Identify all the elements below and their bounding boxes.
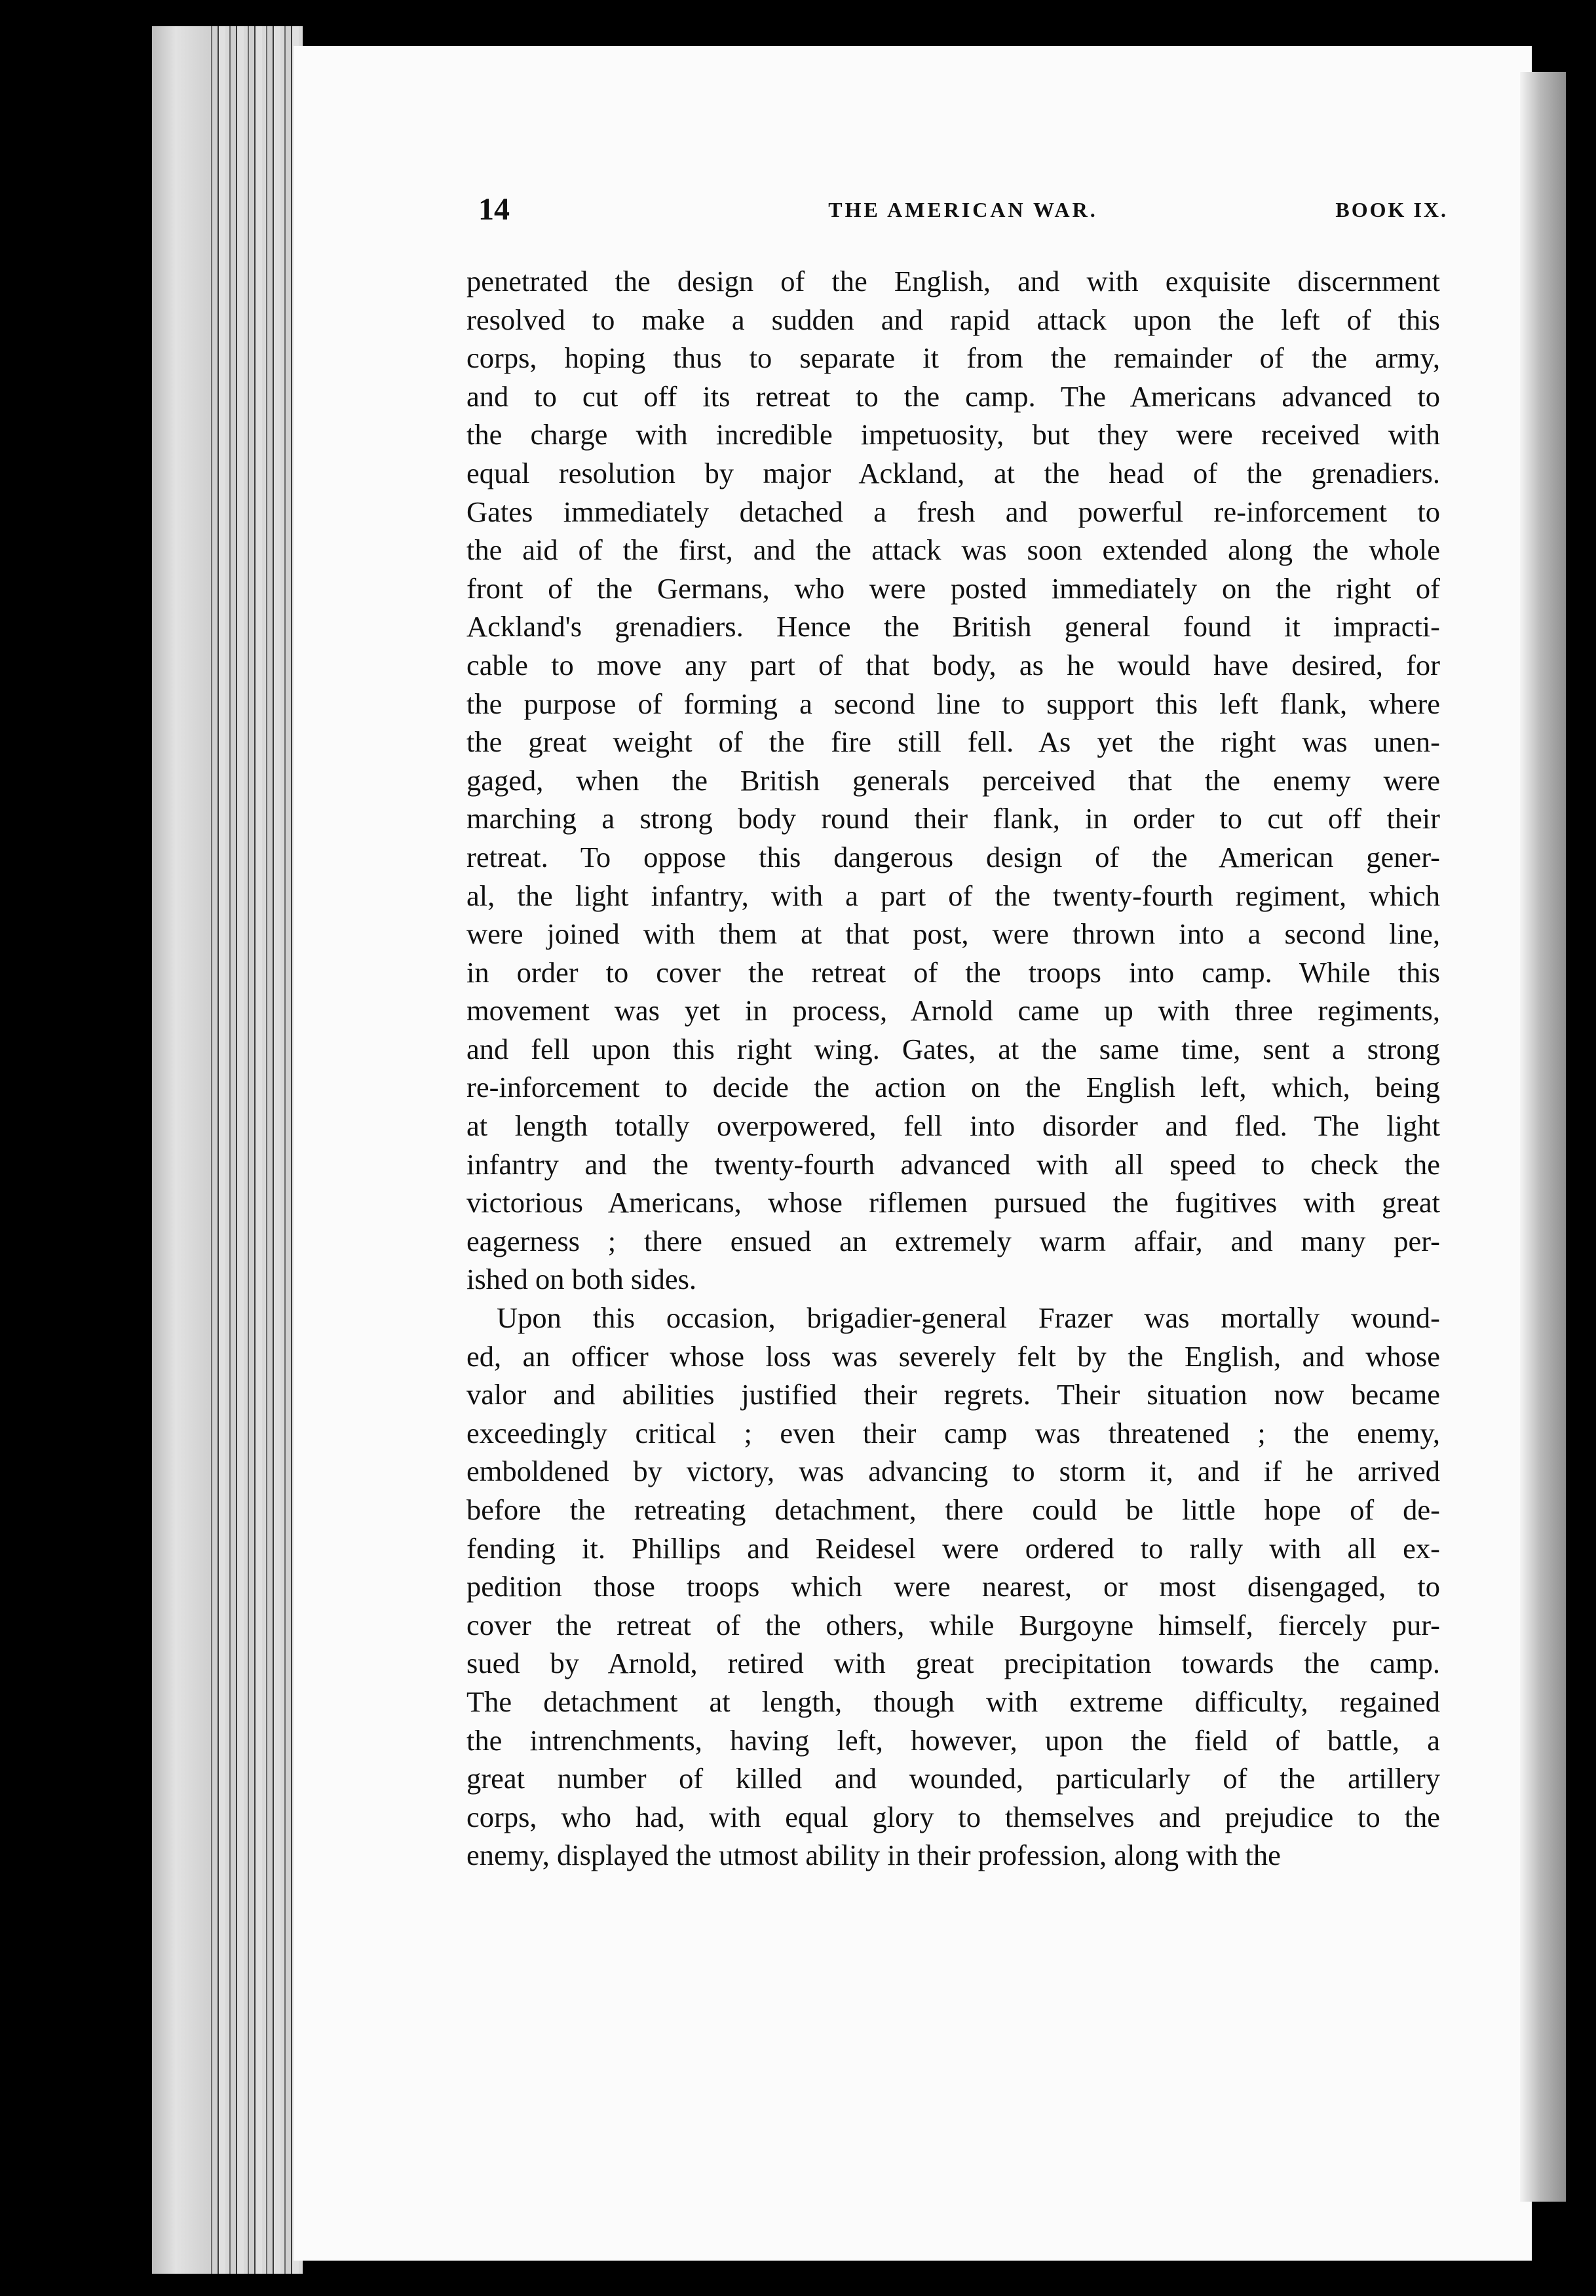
text-line: marching a strong body round their flank, in order to cut off their bbox=[466, 802, 1440, 835]
text-line: front of the Germans, who were posted immediately on the right of bbox=[466, 571, 1440, 605]
text-line: and fell upon this right wing. Gates, at the same time, sent a strong bbox=[466, 1032, 1440, 1065]
paragraph bbox=[466, 262, 1440, 1299]
text-line: the charge with incredible impetuosity, but they were received with bbox=[466, 418, 1440, 451]
text-line: Gates immediately detached a fresh and powerful re-inforcement to bbox=[466, 495, 1440, 528]
text-line: cover the retreat of the others, while Burgoyne himself, fiercely pur- bbox=[466, 1608, 1440, 1641]
text-line: movement was yet in process, Arnold came up with three regiments, bbox=[466, 994, 1440, 1027]
text-line: valor and abilities justified their regrets. Their situation now became bbox=[466, 1378, 1440, 1411]
text-line: eagerness ; there ensued an extremely warm affair, and many per- bbox=[466, 1224, 1440, 1257]
text-line: infantry and the twenty-fourth advanced with all speed to check the bbox=[466, 1147, 1440, 1181]
text-line: and to cut off its retreat to the camp. The Americans advanced to bbox=[466, 379, 1440, 413]
text-line: the aid of the first, and the attack was soon extended along the whole bbox=[466, 533, 1440, 567]
text-line: equal resolution by major Ackland, at the head of the grenadiers. bbox=[466, 456, 1440, 489]
text-line: corps, hoping thus to separate it from the remainder of the army, bbox=[466, 341, 1440, 375]
book-block-edge bbox=[152, 26, 211, 2274]
text-line: sued by Arnold, retired with great precipitation towards the camp. bbox=[466, 1647, 1440, 1680]
page-number: 14 bbox=[478, 192, 510, 227]
text-line: the great weight of the fire still fell. As yet the right was unen- bbox=[466, 725, 1440, 759]
body-text bbox=[466, 262, 1440, 1875]
text-line: in order to cover the retreat of the troops into camp. While this bbox=[466, 955, 1440, 989]
text-line: pedition those troops which were nearest, or most disengaged, to bbox=[466, 1570, 1440, 1603]
text-line: re-inforcement to decide the action on the English left, which, being bbox=[466, 1071, 1440, 1104]
text-line: the purpose of forming a second line to support this left flank, where bbox=[466, 687, 1440, 720]
book-label: BOOK IX. bbox=[1335, 198, 1448, 221]
text-line: the intrenchments, having left, however, upon the field of battle, a bbox=[466, 1723, 1440, 1757]
text-line: at length totally overpowered, fell into disorder and fled. The light bbox=[466, 1109, 1440, 1143]
text-line: fending it. Phillips and Reidesel were ordered to rally with all ex- bbox=[466, 1531, 1440, 1565]
text-line: gaged, when the British generals perceived that the enemy were bbox=[466, 763, 1440, 797]
text-line: Ackland's grenadiers. Hence the British general found it impracti- bbox=[466, 610, 1440, 643]
text-line: Upon this occasion, brigadier-general Frazer was mortally wound- bbox=[497, 1301, 1440, 1335]
text-line: emboldened by victory, was advancing to storm it, and if he arrived bbox=[466, 1455, 1440, 1488]
text-line: exceedingly critical ; even their camp was threatened ; the enemy, bbox=[466, 1416, 1440, 1449]
text-line: enemy, displayed the utmost ability in their profession, along with the bbox=[466, 1839, 1281, 1872]
text-line: penetrated the design of the English, and with exquisite discernment bbox=[466, 265, 1440, 297]
text-line: cable to move any part of that body, as he would have desired, for bbox=[466, 648, 1440, 681]
text-line: retreat. To oppose this dangerous design of the American gener- bbox=[466, 840, 1440, 873]
running-header bbox=[478, 191, 1448, 237]
text-line: ed, an officer whose loss was severely felt by the English, and whose bbox=[466, 1339, 1440, 1373]
text-line: al, the light infantry, with a part of the twenty-fourth regiment, which bbox=[466, 879, 1440, 912]
paragraph bbox=[466, 1299, 1440, 1875]
text-line: great number of killed and wounded, particularly of the artillery bbox=[466, 1762, 1440, 1795]
text-line: were joined with them at that post, were thrown into a second line, bbox=[466, 917, 1440, 951]
page-curl-shadow bbox=[1520, 72, 1566, 2202]
text-line: The detachment at length, though with extreme difficulty, regained bbox=[466, 1685, 1440, 1718]
text-line: ished on both sides. bbox=[466, 1263, 697, 1296]
running-title: THE AMERICAN WAR. bbox=[828, 198, 1098, 221]
text-line: victorious Americans, whose riflemen pursued the fugitives with great bbox=[466, 1186, 1440, 1219]
text-line: corps, who had, with equal glory to themselves and prejudice to the bbox=[466, 1800, 1440, 1833]
text-line: resolved to make a sudden and rapid attack upon the left of this bbox=[466, 303, 1440, 336]
text-line: before the retreating detachment, there could be little hope of de- bbox=[466, 1493, 1440, 1526]
